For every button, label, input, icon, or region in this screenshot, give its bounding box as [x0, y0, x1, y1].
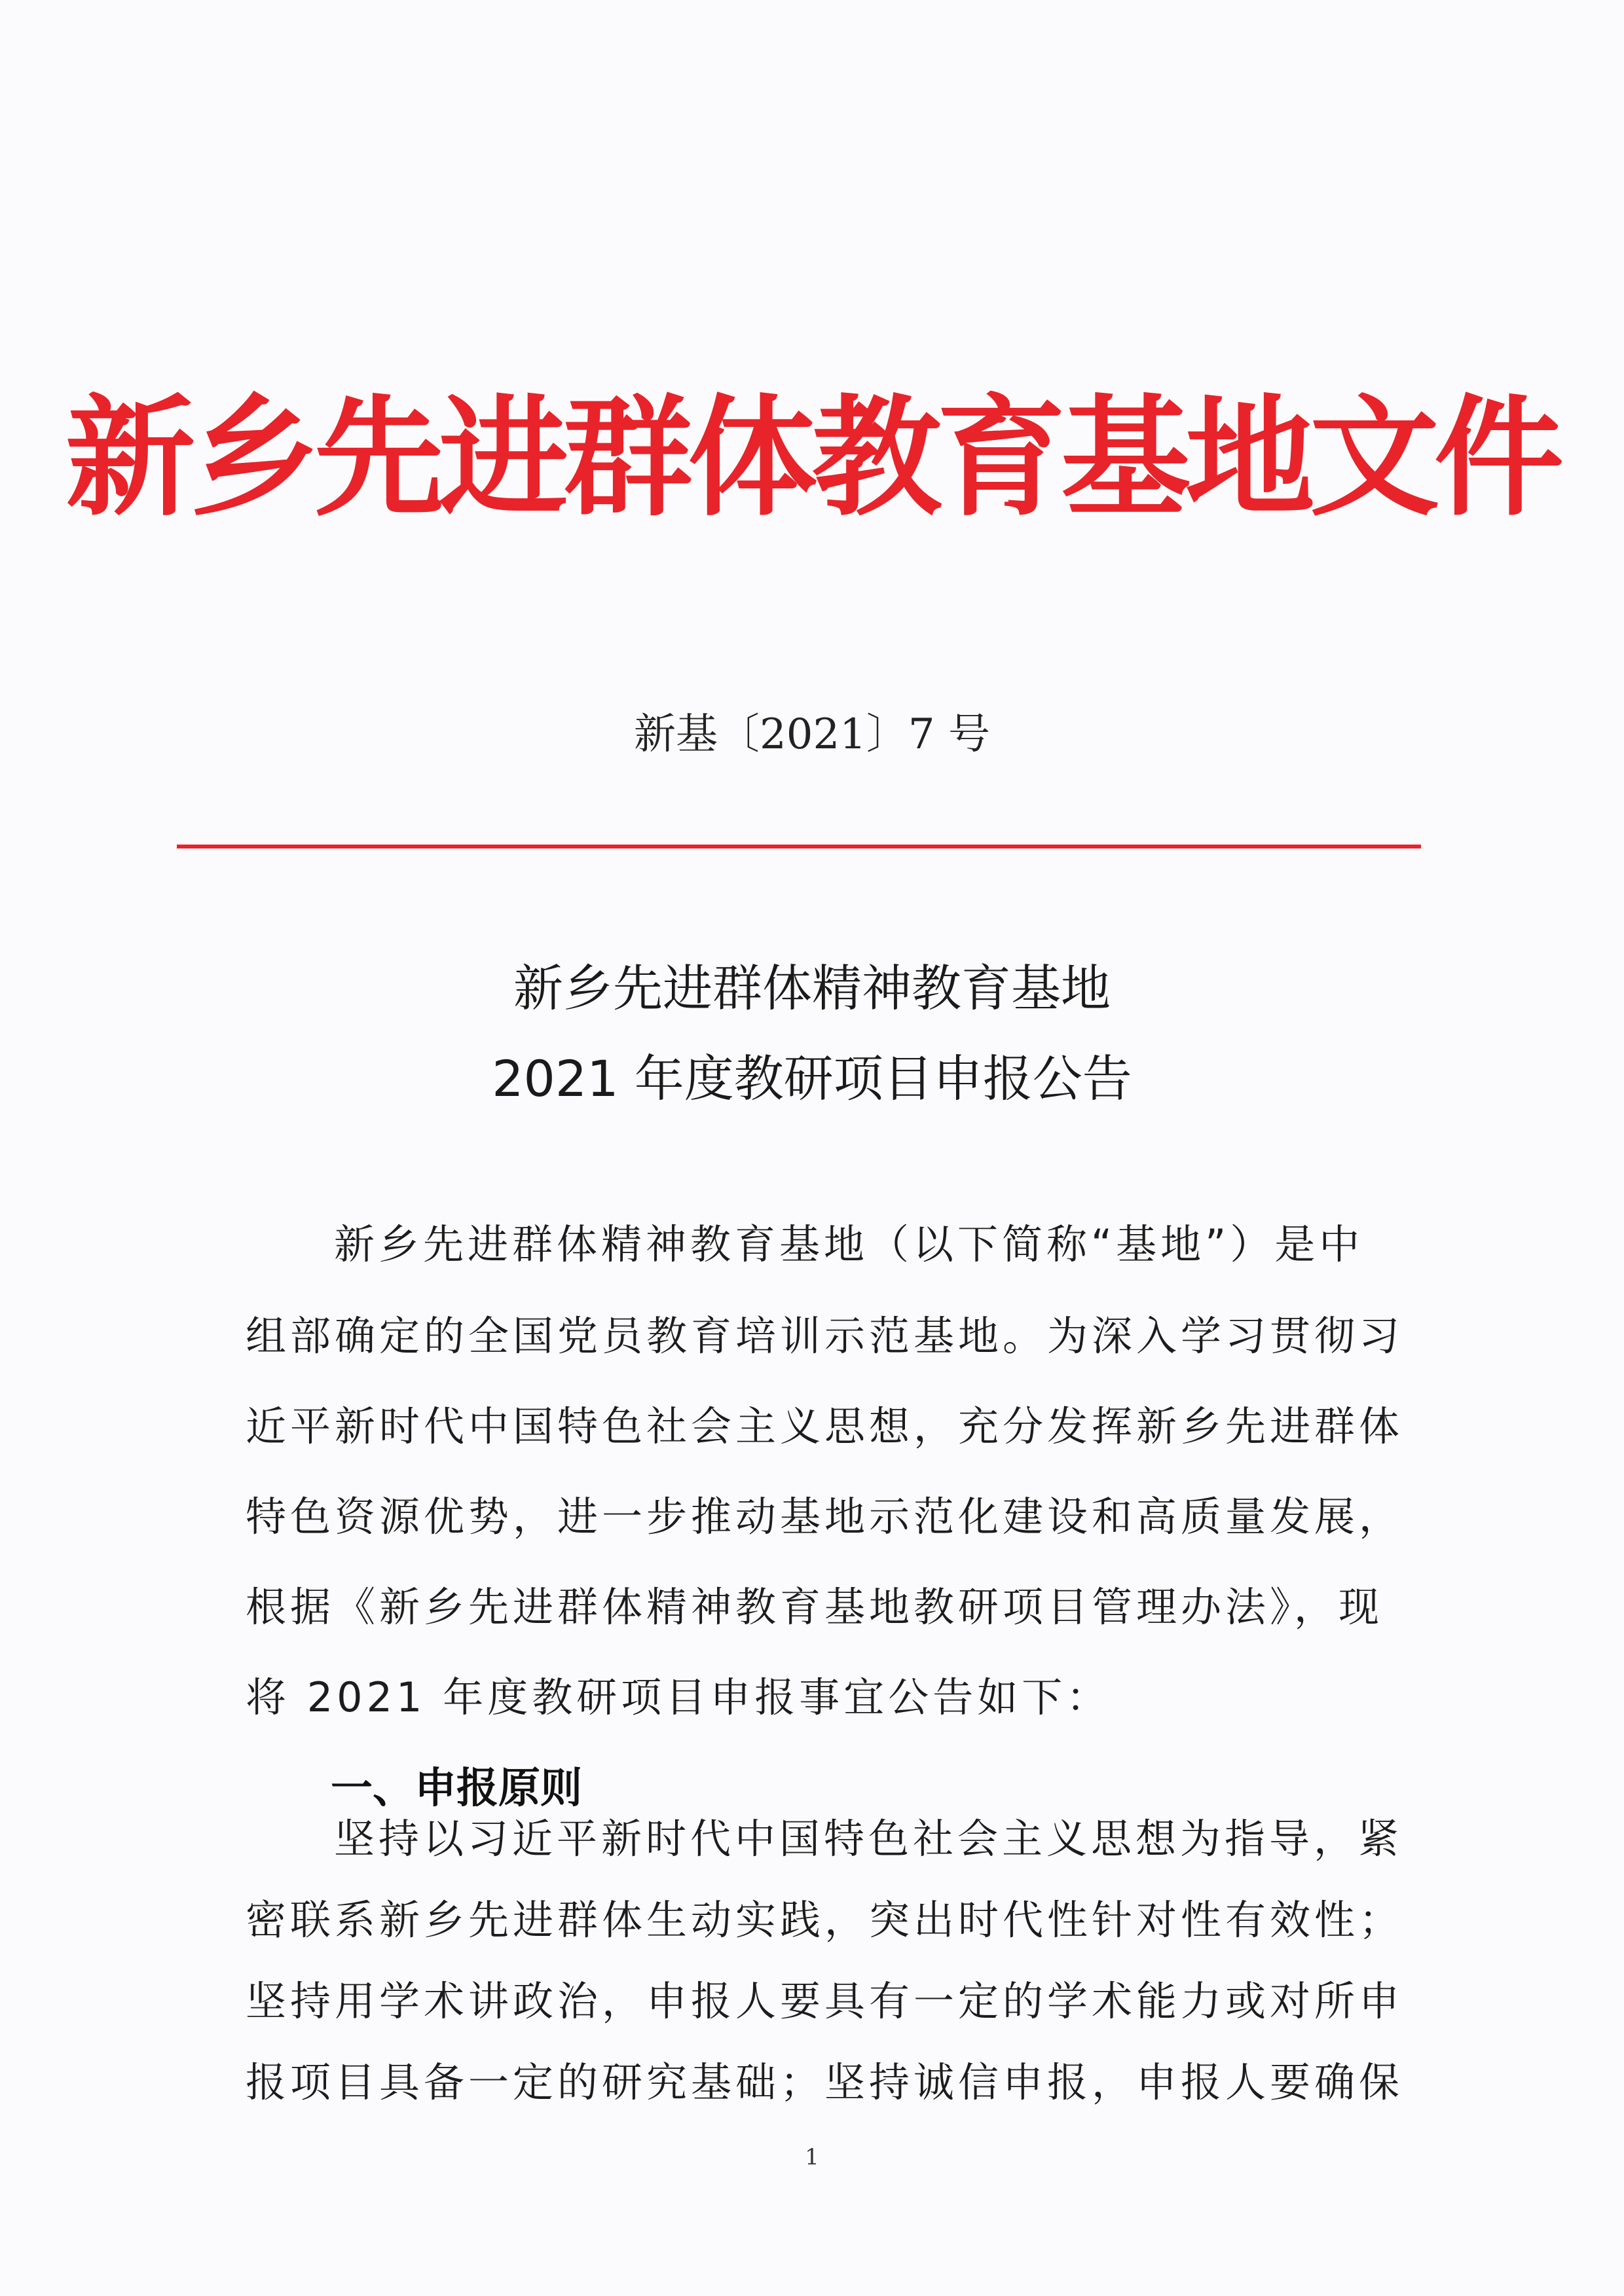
document-number: 新基〔2021〕7 号 — [634, 710, 990, 759]
paragraph2-line: 密联系新乡先进群体生动实践，突出时代性针对性有效性； — [246, 1896, 1404, 1944]
section-heading-application-principles: 一、申报原则 — [331, 1764, 582, 1813]
paragraph2-line: 报项目具备一定的研究基础；坚持诚信申报，申报人要确保 — [246, 2058, 1404, 2106]
notice-title-line2: 2021 年度教研项目申报公告 — [492, 1049, 1132, 1108]
paragraph2-line: 坚持以习近平新时代中国特色社会主义思想为指导，紧 — [334, 1815, 1403, 1863]
paragraph1-line: 组部确定的全国党员教育培训示范基地。为深入学习贯彻习 — [246, 1312, 1404, 1360]
paragraph1-line: 近平新时代中国特色社会主义思想，充分发挥新乡先进群体 — [246, 1402, 1404, 1450]
paragraph1-line: 根据《新乡先进群体精神教育基地教研项目管理办法》，现 — [246, 1583, 1384, 1631]
paragraph1-line: 将 2021 年度教研项目申报事宜公告如下： — [246, 1673, 1111, 1721]
document-header-title: 新乡先进群体教育基地文件 — [65, 381, 1559, 534]
paragraph1-line: 新乡先进群体精神教育基地（以下简称“基地”）是中 — [334, 1220, 1364, 1268]
paragraph2-line: 坚持用学术讲政治，申报人要具有一定的学术能力或对所申 — [246, 1977, 1404, 2025]
paragraph1-line: 特色资源优势，进一步推动基地示范化建设和高质量发展， — [246, 1493, 1404, 1540]
red-divider-line — [177, 845, 1421, 848]
page-number: 1 — [805, 2144, 819, 2170]
notice-title-line1: 新乡先进群体精神教育基地 — [513, 959, 1111, 1017]
